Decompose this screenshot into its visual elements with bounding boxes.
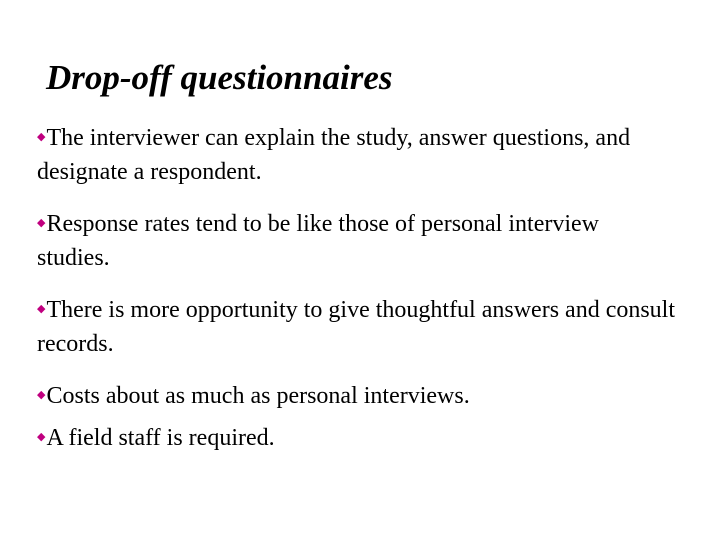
bullet-text: There is more opportunity to give thoughtful answers and consult records.	[37, 297, 676, 357]
bullet-text: The interviewer can explain the study, answer questions, and designate a respondent.	[37, 125, 631, 185]
diamond-icon: ◆	[37, 389, 46, 401]
bullet-item	[37, 206, 677, 275]
bullet-item	[37, 378, 677, 413]
diamond-icon: ◆	[37, 303, 46, 315]
diamond-icon: ◆	[37, 217, 46, 229]
bullet-text: Costs about as much as personal interviews.	[46, 383, 470, 409]
bullet-item	[37, 292, 677, 361]
bullet-item	[37, 120, 677, 189]
bullet-list	[37, 120, 677, 455]
bullet-text: Response rates tend to be like those of personal interview studies.	[37, 211, 599, 271]
slide-title: Drop-off questionnaires	[46, 58, 393, 97]
diamond-icon: ◆	[37, 431, 46, 443]
diamond-icon: ◆	[37, 131, 46, 143]
bullet-text: A field staff is required.	[46, 425, 275, 451]
bullet-item	[37, 420, 677, 455]
